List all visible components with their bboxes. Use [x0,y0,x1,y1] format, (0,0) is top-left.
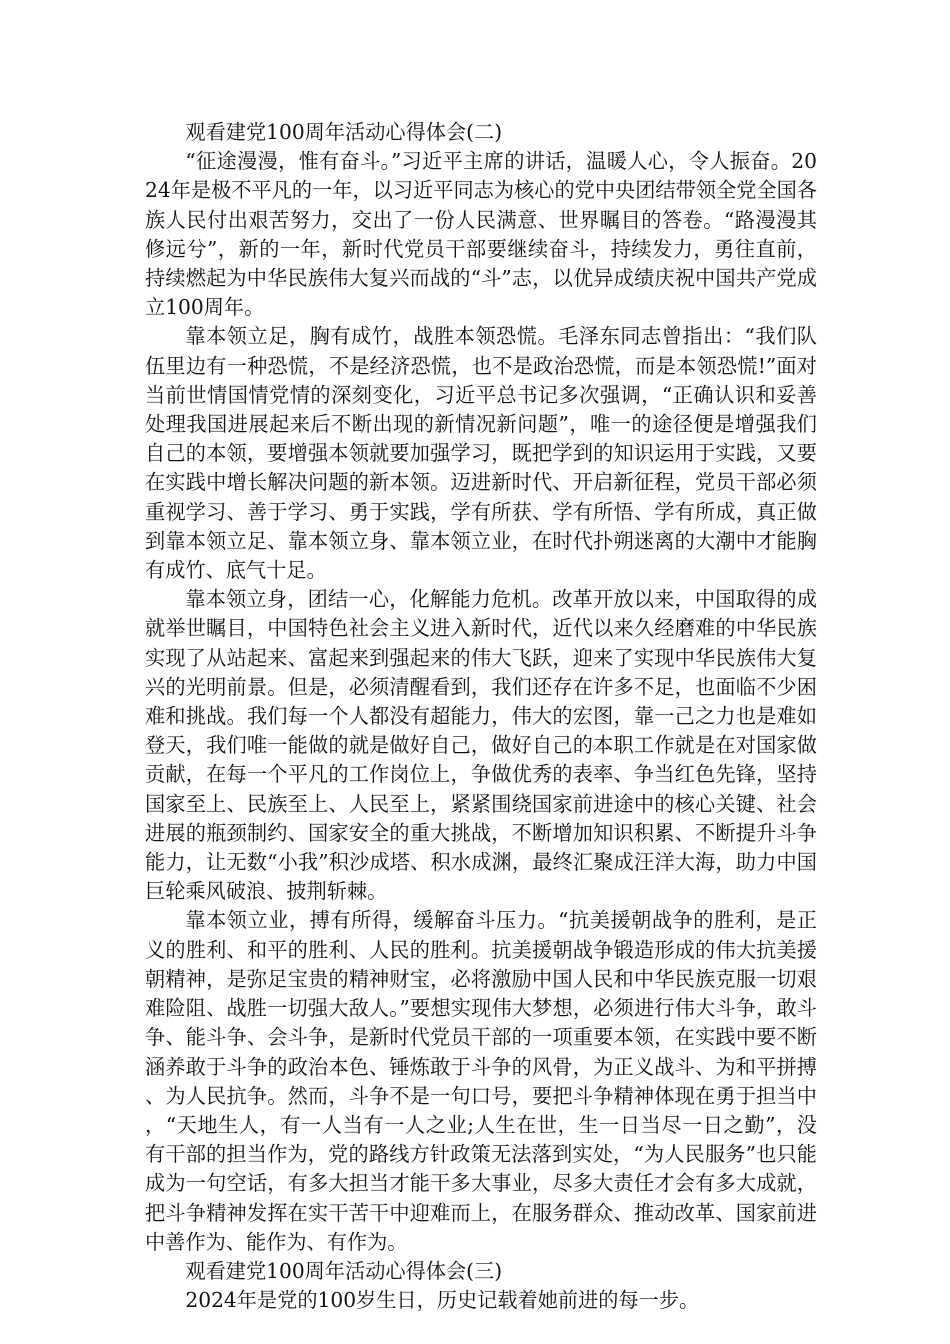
section-heading-2: 观看建党100周年活动心得体会(二) [185,120,503,144]
document-page [145,118,817,1315]
paragraph-li-shen: 靠本领立身，团结一心，化解能力危机。改革开放以来，中国取得的成就举世瞩目，中国特色社会主义进入新时代，近代以来久经磨难的中华民族实现了从站起来、富起来到强起来的伟大飞跃，迎来了实现中华民族伟大复兴的光明前景。但是，必须清醒看到，我们还存在许多不足，也面临不少困难和挑战。我们每一个人都没有超能力，伟大的宏图，靠一己之力也是难如登天，我们唯一能做的就是做好自己，做好自己的本职工作就是在对国家做贡献，在每一个平凡的工作岗位上，争做优秀的表率、争当红色先锋，坚持国家至上、民族至上、人民至上，紧紧围绕国家前进途中的核心关键、社会进展的瓶颈制约、国家安全的重大挑战，不断增加知识积累、不断提升斗争能力，让无数“小我”积沙成塔、积水成渊，最终汇聚成汪洋大海，助力中国巨轮乘风破浪、披荆斩棘。 [145,587,817,904]
paragraph-li-ye: 靠本领立业，搏有所得，缓解奋斗压力。“抗美援朝战争的胜利，是正义的胜利、和平的胜利、人民的胜利。抗美援朝战争锻造形成的伟大抗美援朝精神，是弥足宝贵的精神财宝，必将激励中国人民和中华民族克服一切艰难险阻、战胜一切强大敌人。”要想实现伟大梦想，必须进行伟大斗争，敢斗争、能斗争、会斗争，是新时代党员干部的一项重要本领，在实践中要不断涵养敢于斗争的政治本色、锤炼敢于斗争的风骨，为正义战斗、为和平拼搏、为人民抗争。然而，斗争不是一句口号，要把斗争精神体现在勇于担当中，“天地生人，有一人当有一人之业;人生在世，生一日当尽一日之勤”，没有干部的担当作为，党的路线方针政策无法落到实处，“为人民服务”也只能成为一句空话，有多大担当才能干多大事业，尽多大责任才会有多大成就，把斗争精神发挥在实干苦干中迎难而上，在服务群众、推动改革、国家前进中善作为、能作为、有作为。 [145,908,817,1254]
section-heading-3: 观看建党100周年活动心得体会(三) [185,1258,503,1283]
paragraph-opening: “征途漫漫，惟有奋斗。”习近平主席的讲话，温暖人心，令人振奋。2024年是极不平凡的一年，以习近平同志为核心的党中央团结带领全党全国各族人民付出艰苦努力，交出了一份人民满意、世界瞩目的答卷。“路漫漫其修远兮”，新的一年，新时代党员干部要继续奋斗，持续发力，勇往直前，持续燃起为中华民族伟大复兴而战的“斗”志，以优异成绩庆祝中国共产党成立100周年。 [145,149,817,320]
paragraph-li-zu: 靠本领立足，胸有成竹，战胜本领恐慌。毛泽东同志曾指出：“我们队伍里边有一种恐慌，不是经济恐慌，也不是政治恐慌，而是本领恐慌!”面对当前世情国情党情的深刻变化，习近平总书记多次强调，“正确认识和妥善处理我国进展起来后不断出现的新情况新问题”，唯一的途径便是增强我们自己的本领，要增强本领就要加强学习，既把学到的知识运用于实践，又要在实践中增长解决问题的新本领。迈进新时代、开启新征程，党员干部必须重视学习、善于学习、勇于实践，学有所获、学有所悟、学有所成，真正做到靠本领立足、靠本领立身、靠本领立业，在时代扑朔迷离的大潮中才能胸有成竹、底气十足。 [145,324,817,583]
paragraph-section-3-start: 2024年是党的100岁生日，历史记载着她前进的每一步。 [185,1288,700,1313]
